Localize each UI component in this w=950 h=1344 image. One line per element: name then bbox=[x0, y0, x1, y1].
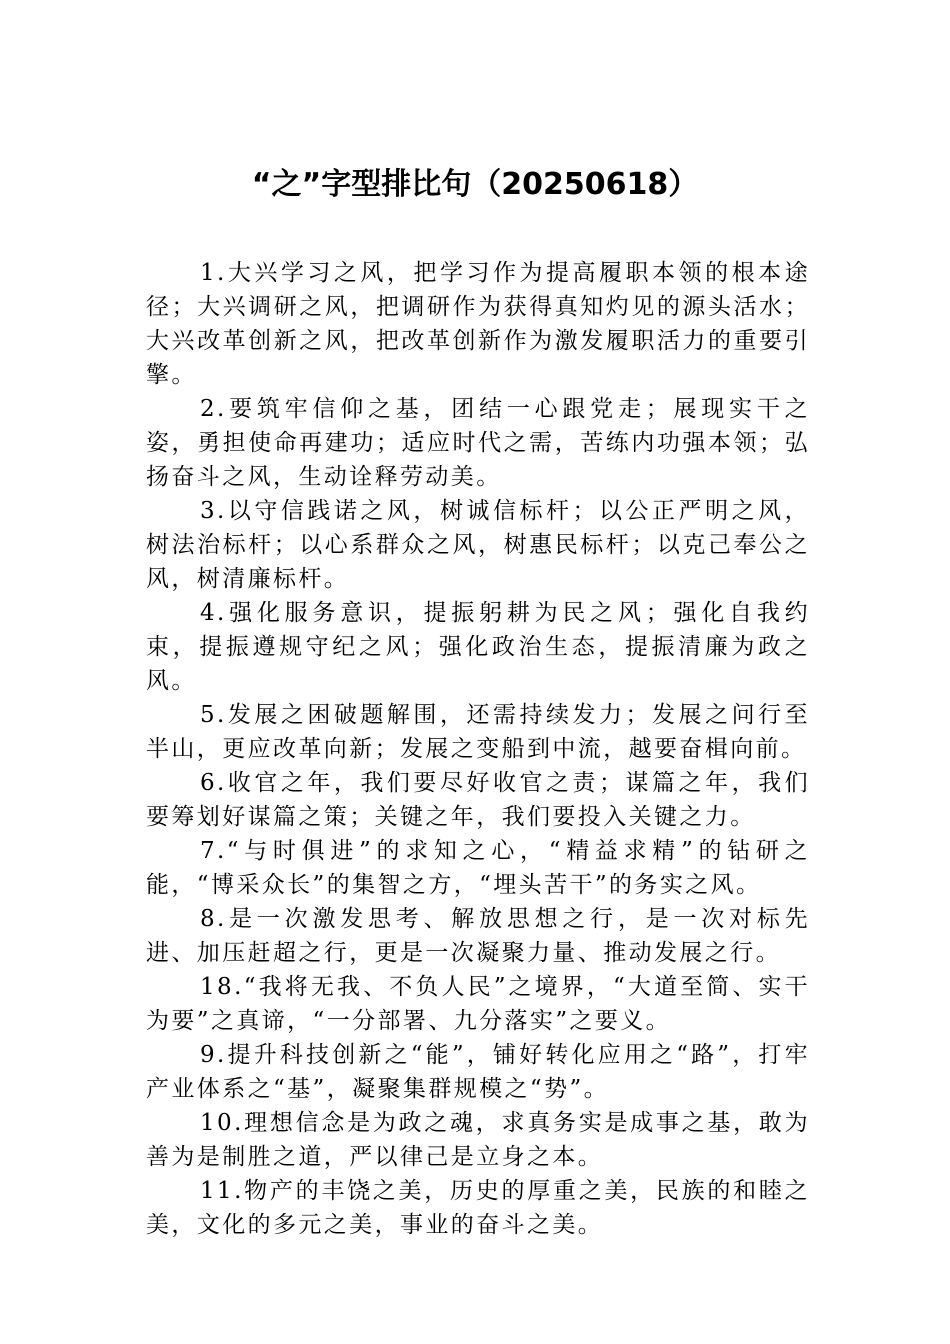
paragraph: 6.收官之年，我们要尽好收官之责；谋篇之年，我们要筹划好谋篇之策；关键之年，我们要投入关键之力。 bbox=[146, 770, 810, 830]
paragraph: 1.大兴学习之风，把学习作为提高履职本领的根本途径；大兴调研之风，把调研作为获得真知灼见的源头活水；大兴改革创新之风，把改革创新作为激发履职活力的重要引擎。 bbox=[146, 260, 810, 388]
paragraph: 4.强化服务意识，提振躬耕为民之风；强化自我约束，提振遵规守纪之风；强化政治生态，提振清廉为政之风。 bbox=[146, 600, 810, 694]
paragraph: 2.要筑牢信仰之基，团结一心跟党走；展现实干之姿，勇担使命再建功；适应时代之需，苦练内功强本领；弘扬奋斗之风，生动诠释劳动美。 bbox=[146, 396, 810, 490]
paragraph: 10.理想信念是为政之魂，求真务实是成事之基，敢为善为是制胜之道，严以律己是立身之本。 bbox=[146, 1110, 810, 1170]
paragraph: 9.提升科技创新之“能”，铺好转化应用之“路”，打牢产业体系之“基”，凝聚集群规模之“势”。 bbox=[146, 1042, 810, 1102]
paragraph: 7.“与时俱进”的求知之心，“精益求精”的钻研之能，“博采众长”的集智之方，“埋头苦干”的务实之风。 bbox=[146, 838, 810, 898]
document-title: “之”字型排比句（20250618） bbox=[251, 167, 699, 202]
document-body bbox=[146, 256, 810, 1242]
paragraph: 11.物产的丰饶之美，历史的厚重之美，民族的和睦之美，文化的多元之美，事业的奋斗之美。 bbox=[146, 1178, 810, 1238]
paragraph: 3.以守信践诺之风，树诚信标杆；以公正严明之风，树法治标杆；以心系群众之风，树惠民标杆；以克己奉公之风，树清廉标杆。 bbox=[146, 498, 810, 592]
paragraph: 8.是一次激发思考、解放思想之行，是一次对标先进、加压赶超之行，更是一次凝聚力量、推动发展之行。 bbox=[146, 906, 810, 966]
paragraph: 5.发展之困破题解围，还需持续发力；发展之问行至半山，更应改革向新；发展之变船到中流，越要奋楫向前。 bbox=[146, 702, 810, 762]
paragraph: 18.“我将无我、不负人民”之境界，“大道至简、实干为要”之真谛，“一分部署、九分落实”之要义。 bbox=[146, 974, 810, 1034]
